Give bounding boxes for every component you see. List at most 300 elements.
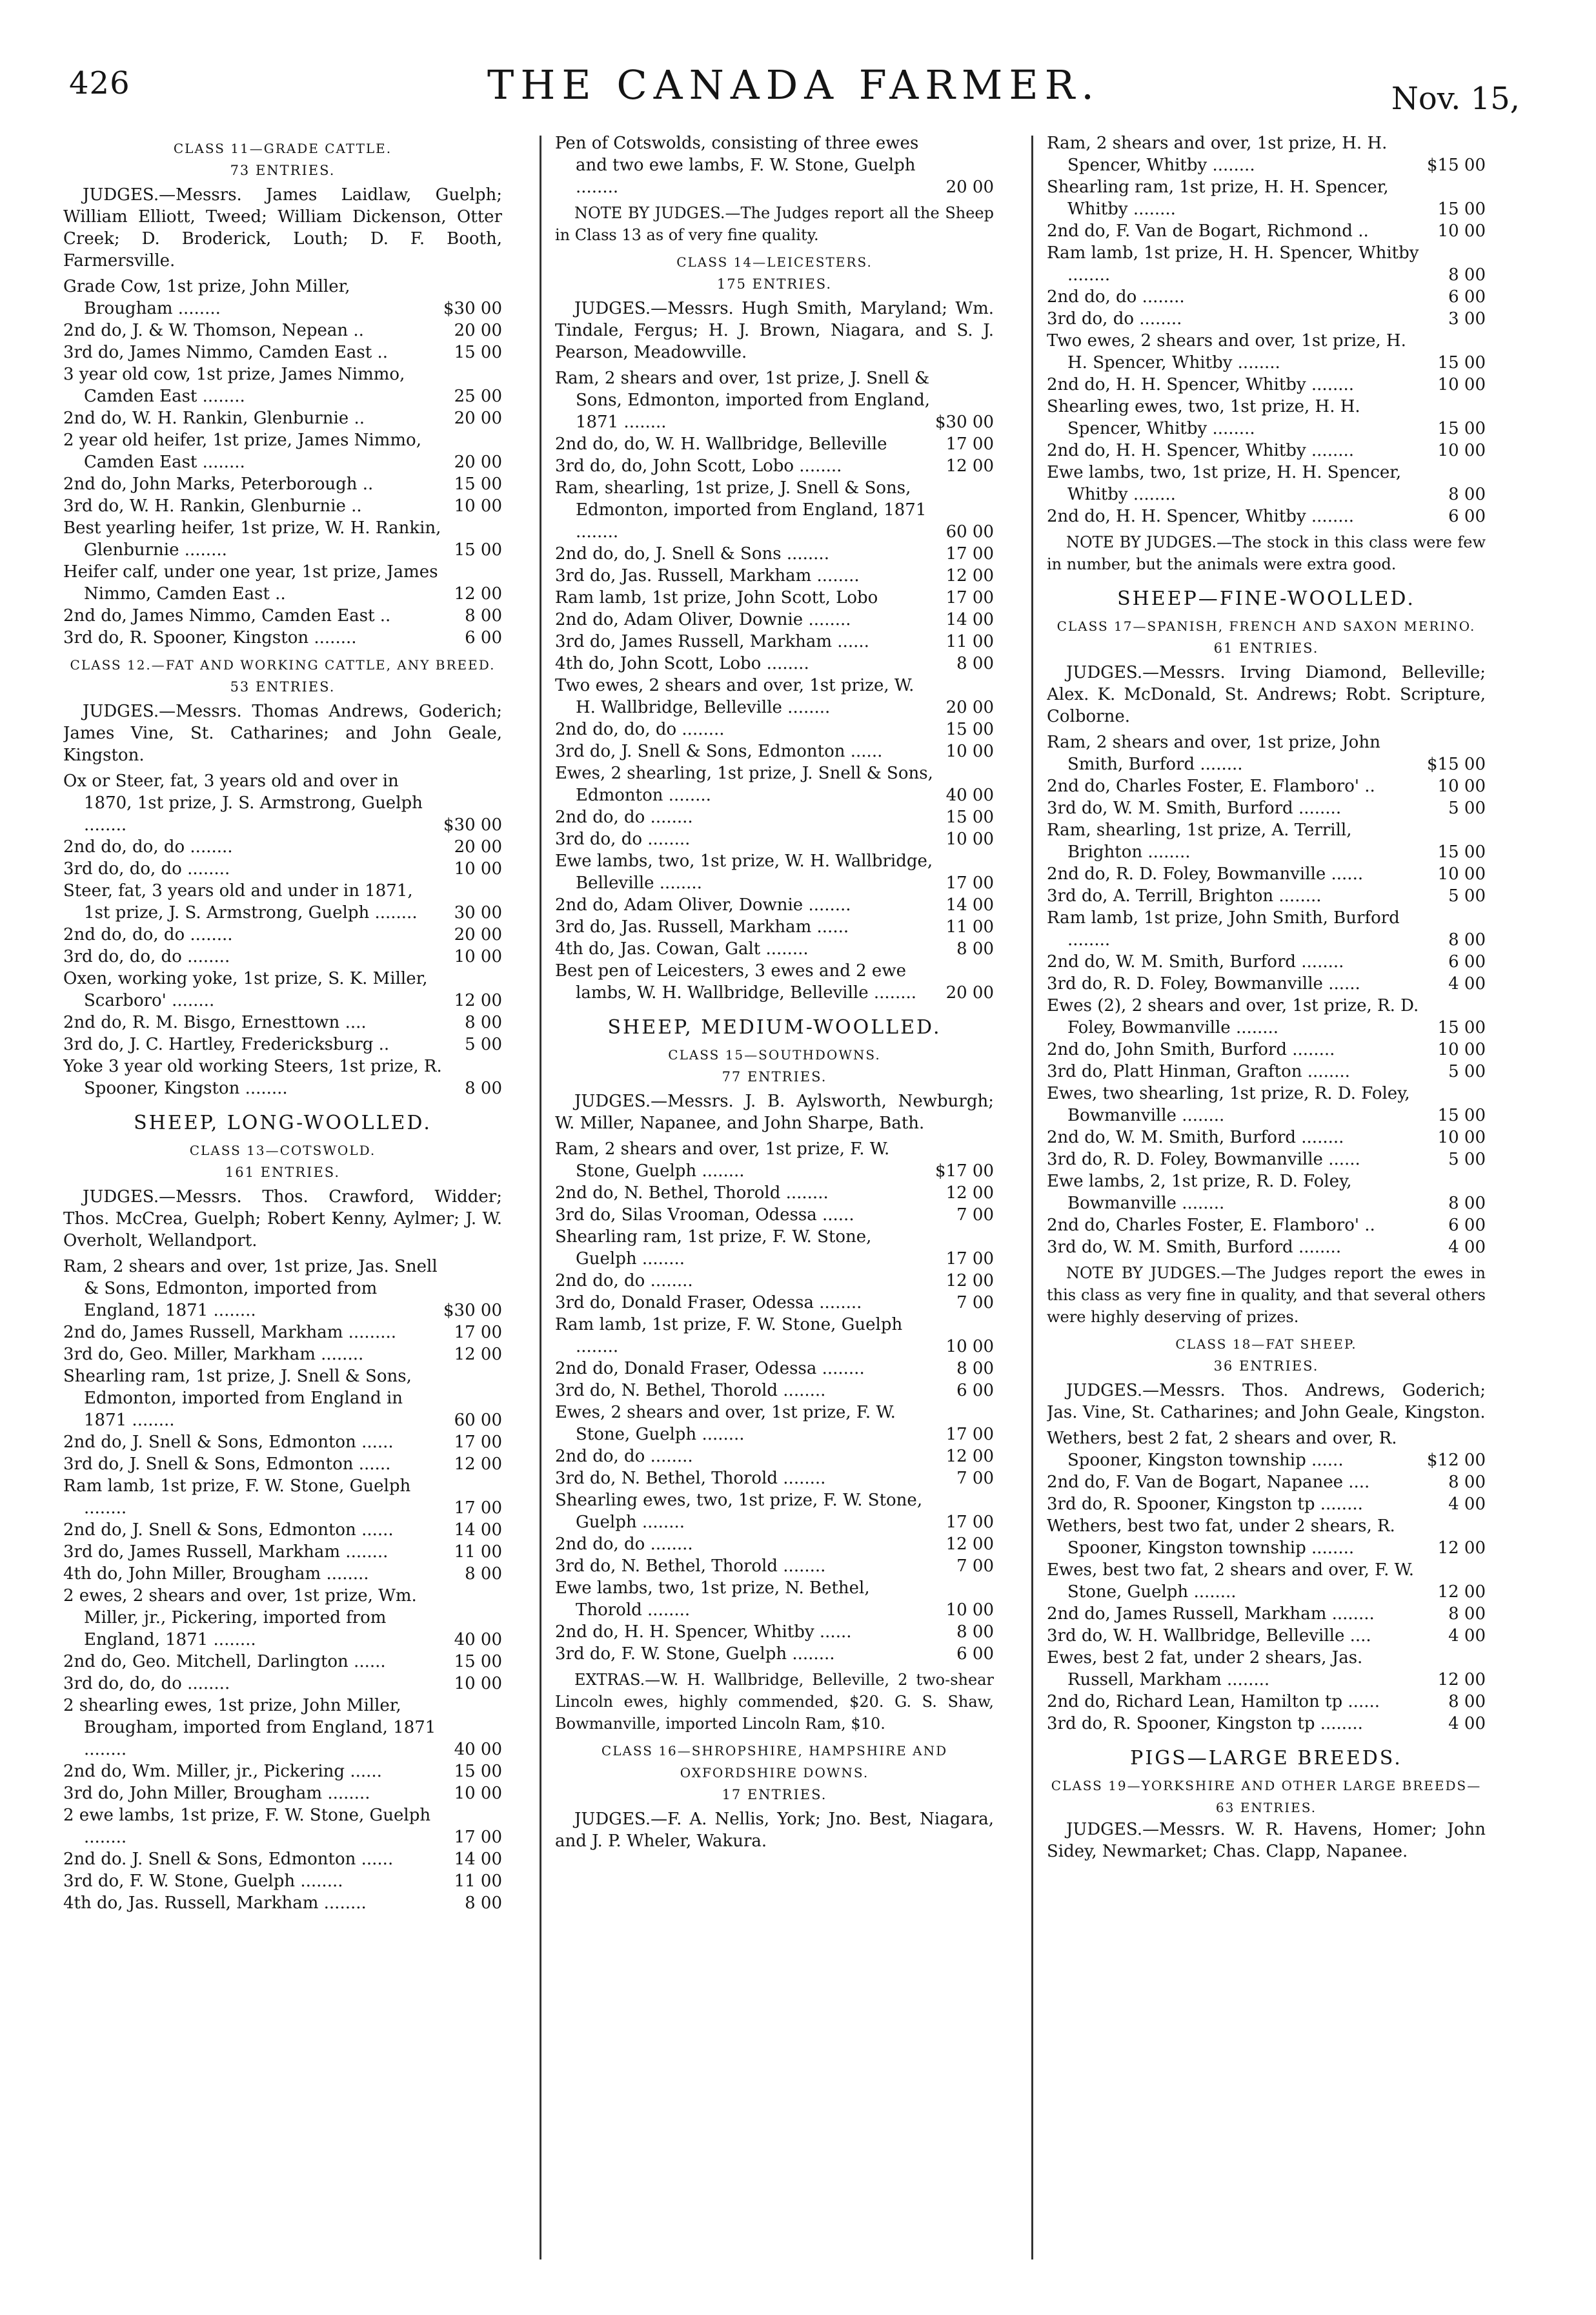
prize-entry bbox=[555, 367, 994, 433]
judges-paragraph: JUDGES.—Messrs. Thomas Andrews, Goderich; James Vine, St. Catharines; and John Geale, Kingston. bbox=[63, 702, 502, 765]
prize-amount: 10 00 bbox=[1437, 375, 1486, 394]
prize-entry-text: 2nd do, do ........ bbox=[555, 1535, 693, 1554]
class-heading: CLASS 15—SOUTHDOWNS. bbox=[668, 1047, 881, 1063]
prize-entry-text: 2 shearling ewes, 1st prize, John Miller, Brougham, imported from England, 1871 ........ bbox=[63, 1696, 436, 1759]
prize-entry bbox=[1047, 907, 1486, 951]
prize-entry bbox=[63, 858, 502, 880]
prize-entry bbox=[1047, 1559, 1486, 1603]
judges-paragraph: JUDGES.—F. A. Nellis, York; Jno. Best, Niagara, and J. P. Wheler, Wakura. bbox=[555, 1810, 994, 1851]
prize-amount: $30 00 bbox=[443, 1301, 502, 1320]
prize-entry bbox=[555, 675, 994, 719]
prize-entry-text: 3rd do, N. Bethel, Thorold ........ bbox=[555, 1556, 826, 1576]
prize-entry-text: Ewe lambs, two, 1st prize, W. H. Wallbridge, Belleville ........ bbox=[555, 852, 933, 893]
judges-paragraph: JUDGES.—Messrs. Thos. Andrews, Goderich; Jas. Vine, St. Catharines; and John Geale, Kingston. bbox=[1047, 1381, 1486, 1422]
prize-entry-text: 3rd do, Jas. Russell, Markham ........ bbox=[555, 566, 860, 586]
column-1 bbox=[63, 132, 502, 2269]
prize-entry bbox=[63, 320, 502, 342]
prize-amount: 17 00 bbox=[454, 1433, 502, 1452]
prize-amount: 20 00 bbox=[945, 983, 994, 1003]
judges-paragraph: JUDGES.—Messrs. W. R. Havens, Homer; John Sidey, Newmarket; Chas. Clapp, Napanee. bbox=[1047, 1820, 1486, 1861]
prize-entry bbox=[63, 836, 502, 858]
prize-entry bbox=[1047, 1214, 1486, 1236]
judges-paragraph: JUDGES.—Messrs. Hugh Smith, Maryland; Wm. Tindale, Fergus; H. J. Brown, Niagara, and S. J. Pearson, Meadowville. bbox=[555, 299, 994, 362]
prize-entry-text: Yoke 3 year old working Steers, 1st prize, R. Spooner, Kingston ........ bbox=[63, 1057, 442, 1098]
prize-amount: 8 00 bbox=[1448, 1194, 1486, 1213]
prize-entry-text: Ewes, 2 shearling, 1st prize, J. Snell & Sons, Edmonton ........ bbox=[555, 764, 933, 805]
prize-entry-text: Shearling ram, 1st prize, H. H. Spencer, Whitby ........ bbox=[1047, 178, 1389, 219]
prize-entry-text: 3rd do, J. C. Hartley, Fredericksburg .. bbox=[63, 1035, 390, 1054]
prize-entry bbox=[555, 587, 994, 609]
prize-amount: 14 00 bbox=[945, 895, 994, 915]
prize-entry bbox=[1047, 1493, 1486, 1515]
prize-entry bbox=[1047, 330, 1486, 374]
prize-amount: 12 00 bbox=[945, 1535, 994, 1554]
prize-amount: 3 00 bbox=[1448, 309, 1486, 329]
prize-entry-text: 3rd do, Donald Fraser, Odessa ........ bbox=[555, 1293, 862, 1312]
prize-amount: 8 00 bbox=[956, 1359, 994, 1378]
prize-entry bbox=[63, 1804, 502, 1848]
prize-amount: 8 00 bbox=[1448, 1604, 1486, 1624]
prize-entry-text: 3rd do, do, do ........ bbox=[63, 859, 230, 879]
column-rule-1 bbox=[540, 136, 541, 2259]
prize-entry bbox=[1047, 220, 1486, 242]
prize-amount: 7 00 bbox=[956, 1293, 994, 1312]
prize-amount: 17 00 bbox=[945, 434, 994, 454]
prize-entry bbox=[1047, 775, 1486, 797]
prize-entry-text: 3rd do, N. Bethel, Thorold ........ bbox=[555, 1381, 826, 1400]
prize-entry-text: 3rd do, W. M. Smith, Burford ........ bbox=[1047, 1238, 1342, 1257]
entries-count: 161 ENTRIES. bbox=[225, 1165, 341, 1180]
class-heading: CLASS 18—FAT SHEEP. bbox=[1175, 1336, 1357, 1352]
prize-entry bbox=[555, 1380, 994, 1402]
prize-amount: 8 00 bbox=[465, 1564, 502, 1584]
prize-entry bbox=[555, 938, 994, 960]
prize-amount: 10 00 bbox=[945, 830, 994, 849]
prize-entry-text: 2nd do, F. Van de Bogart, Napanee .... bbox=[1047, 1473, 1370, 1492]
prize-entry bbox=[63, 1012, 502, 1034]
prize-entry bbox=[63, 363, 502, 407]
prize-entry-text: 3rd do, Silas Vrooman, Odessa ...... bbox=[555, 1205, 854, 1225]
prize-amount: $17 00 bbox=[935, 1161, 994, 1181]
note-paragraph: EXTRAS.—W. H. Wallbridge, Belleville, 2 two-shear Lincoln ewes, highly commended, $20. G. S. Shaw, Bowmanville, imported Lincoln Ram, $10. bbox=[555, 1671, 994, 1733]
prize-entry-text: 2 year old heifer, 1st prize, James Nimmo, Camden East ........ bbox=[63, 431, 421, 472]
prize-entry bbox=[1047, 1515, 1486, 1559]
prize-entry-text: Ram, 2 shears and over, 1st prize, H. H. Spencer, Whitby ........ bbox=[1047, 134, 1388, 175]
page-header bbox=[61, 61, 1526, 132]
prize-entry-text: 2nd do, Charles Foster, E. Flamboro' .. bbox=[1047, 777, 1375, 796]
prize-amount: 17 00 bbox=[945, 1513, 994, 1532]
prize-entry-text: Wethers, best two fat, under 2 shears, R. Spooner, Kingston township ........ bbox=[1047, 1516, 1395, 1558]
entries-count: 61 ENTRIES. bbox=[1213, 640, 1319, 656]
prize-amount: 11 00 bbox=[945, 917, 994, 937]
prize-entry bbox=[1047, 1713, 1486, 1735]
prize-amount: 40 00 bbox=[454, 1740, 502, 1759]
prize-entry bbox=[555, 455, 994, 477]
prize-entry bbox=[63, 1365, 502, 1431]
prize-entry bbox=[1047, 1603, 1486, 1625]
prize-amount: 8 00 bbox=[1448, 930, 1486, 950]
prize-entry bbox=[63, 880, 502, 924]
prize-entry-text: 2nd do, W. M. Smith, Burford ........ bbox=[1047, 1128, 1344, 1147]
prize-entry-text: 3rd do, do, do ........ bbox=[63, 1674, 230, 1693]
prize-amount: 10 00 bbox=[1437, 441, 1486, 460]
prize-entry-text: 3rd do, do ........ bbox=[555, 830, 691, 849]
class-heading: CLASS 16—SHROPSHIRE, HAMPSHIRE AND OXFORDSHIRE DOWNS. bbox=[601, 1743, 948, 1780]
prize-entry-text: 3rd do, R. Spooner, Kingston ........ bbox=[63, 628, 357, 648]
prize-entry bbox=[555, 631, 994, 653]
prize-entry-text: 2nd do, do, do ........ bbox=[555, 720, 725, 739]
prize-entry bbox=[555, 1643, 994, 1665]
note-paragraph: NOTE BY JUDGES.—The stock in this class were few in number, but the animals were extra good. bbox=[1047, 533, 1486, 573]
prize-entry bbox=[63, 1431, 502, 1453]
prize-entry bbox=[1047, 308, 1486, 330]
prize-amount: 10 00 bbox=[1437, 777, 1486, 796]
prize-entry-text: 2nd do, do ........ bbox=[1047, 287, 1185, 307]
prize-entry bbox=[555, 1138, 994, 1182]
prize-entry bbox=[63, 1892, 502, 1914]
prize-entry bbox=[63, 770, 502, 836]
prize-amount: 11 00 bbox=[454, 1871, 502, 1891]
prize-amount: 20 00 bbox=[454, 925, 502, 944]
prize-amount: 6 00 bbox=[1448, 1216, 1486, 1235]
prize-entry-text: 4th do, Jas. Russell, Markham ........ bbox=[63, 1893, 367, 1913]
section-heading: SHEEP—FINE-WOOLLED. bbox=[1117, 587, 1415, 610]
prize-entry bbox=[555, 1270, 994, 1292]
prize-entry-text: Two ewes, 2 shears and over, 1st prize, H. H. Spencer, Whitby ........ bbox=[1047, 331, 1406, 372]
prize-entry-text: 3rd do, R. Spooner, Kingston tp ........ bbox=[1047, 1714, 1363, 1733]
prize-entry bbox=[63, 1541, 502, 1563]
prize-entry-text: 3rd do, James Nimmo, Camden East .. bbox=[63, 343, 388, 362]
prize-amount: 8 00 bbox=[1448, 1692, 1486, 1711]
prize-entry-text: Shearling ram, 1st prize, J. Snell & Sons, Edmonton, imported from England in 1871 ........ bbox=[63, 1367, 412, 1430]
prize-entry bbox=[555, 1445, 994, 1467]
prize-amount: 15 00 bbox=[454, 343, 502, 362]
prize-entry bbox=[1047, 176, 1486, 220]
prize-entry bbox=[555, 1533, 994, 1555]
prize-entry-text: 2nd do, H. H. Spencer, Whitby ........ bbox=[1047, 375, 1355, 394]
prize-entry bbox=[63, 407, 502, 429]
prize-entry bbox=[1047, 286, 1486, 308]
prize-entry bbox=[63, 1870, 502, 1892]
prize-entry bbox=[1047, 1170, 1486, 1214]
prize-entry bbox=[555, 1358, 994, 1380]
prize-entry-text: 3rd do, A. Terrill, Brighton ........ bbox=[1047, 886, 1322, 906]
prize-amount: 60 00 bbox=[945, 522, 994, 542]
prize-amount: 20 00 bbox=[454, 837, 502, 857]
prize-entry bbox=[555, 1314, 994, 1358]
prize-amount: 20 00 bbox=[454, 409, 502, 428]
prize-amount: 12 00 bbox=[454, 991, 502, 1010]
prize-entry-text: 2nd do. J. Snell & Sons, Edmonton ...... bbox=[63, 1850, 394, 1869]
prize-entry bbox=[555, 960, 994, 1004]
prize-entry-text: Ewe lambs, two, 1st prize, H. H. Spencer, Whitby ........ bbox=[1047, 463, 1402, 504]
prize-amount: 6 00 bbox=[1448, 952, 1486, 972]
note-paragraph: NOTE BY JUDGES.—The Judges report the ewes in this class as very fine in quality, and that several others were highly deserving of prizes. bbox=[1047, 1264, 1486, 1326]
prize-entry-text: 2nd do, do, do ........ bbox=[63, 925, 233, 944]
prize-entry bbox=[1047, 1427, 1486, 1471]
prize-entry-text: 3rd do, John Miller, Brougham ........ bbox=[63, 1784, 370, 1803]
prize-amount: 12 00 bbox=[454, 584, 502, 604]
prize-entry bbox=[63, 1343, 502, 1365]
prize-entry-text: Ewes, two shearling, 1st prize, R. D. Foley, Bowmanville ........ bbox=[1047, 1084, 1410, 1125]
prize-amount: 15 00 bbox=[454, 1762, 502, 1781]
prize-entry-text: Ewes (2), 2 shears and over, 1st prize, R. D. Foley, Bowmanville ........ bbox=[1047, 996, 1419, 1037]
prize-amount: 12 00 bbox=[1437, 1582, 1486, 1602]
prize-entry bbox=[1047, 797, 1486, 819]
prize-entry bbox=[1047, 440, 1486, 462]
prize-entry bbox=[63, 473, 502, 495]
prize-entry-text: 3rd do, do, John Scott, Lobo ........ bbox=[555, 456, 842, 476]
prize-amount: 60 00 bbox=[454, 1411, 502, 1430]
prize-amount: 10 00 bbox=[454, 1674, 502, 1693]
prize-entry bbox=[1047, 1148, 1486, 1170]
prize-entry bbox=[555, 1489, 994, 1533]
prize-entry-text: Steer, fat, 3 years old and under in 1871, 1st prize, J. S. Armstrong, Guelph ........ bbox=[63, 881, 418, 923]
prize-entry-text: 2nd do, H. H. Spencer, Whitby ........ bbox=[1047, 441, 1355, 460]
prize-amount: 17 00 bbox=[945, 544, 994, 564]
prize-entry bbox=[1047, 819, 1486, 863]
prize-amount: 20 00 bbox=[454, 321, 502, 340]
prize-entry-text: Ram, 2 shears and over, 1st prize, F. W. Stone, Guelph ........ bbox=[555, 1139, 890, 1181]
prize-amount: 4 00 bbox=[1448, 1238, 1486, 1257]
prize-amount: 4 00 bbox=[1448, 1626, 1486, 1646]
prize-entry-text: 2nd do, John Marks, Peterborough .. bbox=[63, 474, 374, 494]
entries-count: 36 ENTRIES. bbox=[1213, 1358, 1319, 1374]
prize-entry-text: 2nd do, Charles Foster, E. Flamboro' .. bbox=[1047, 1216, 1375, 1235]
note-paragraph: NOTE BY JUDGES.—The Judges report all the Sheep in Class 13 as of very fine quality. bbox=[555, 204, 994, 244]
class-heading: CLASS 19—YORKSHIRE AND OTHER LARGE BREEDS—63 ENTRIES. bbox=[1051, 1778, 1482, 1815]
prize-entry bbox=[1047, 505, 1486, 527]
prize-entry-text: Oxen, working yoke, 1st prize, S. K. Miller, Scarboro' ........ bbox=[63, 969, 428, 1010]
prize-entry-text: Ram, shearling, 1st prize, J. Snell & Sons, Edmonton, imported from England, 1871 ........ bbox=[555, 478, 927, 542]
prize-entry bbox=[1047, 242, 1486, 286]
prize-entry-text: Ewe lambs, two, 1st prize, N. Bethel, Thorold ........ bbox=[555, 1578, 870, 1620]
prize-entry bbox=[63, 1321, 502, 1343]
prize-entry-text: Ram, 2 shears and over, 1st prize, Jas. Snell & Sons, Edmonton, imported from England, 1871 ........ bbox=[63, 1257, 438, 1320]
prize-amount: 6 00 bbox=[1448, 507, 1486, 526]
prize-amount: 7 00 bbox=[956, 1205, 994, 1225]
prize-amount: 10 00 bbox=[454, 496, 502, 516]
prize-entry bbox=[555, 762, 994, 806]
prize-amount: 6 00 bbox=[1448, 287, 1486, 307]
prize-entry-text: 2 ewes, 2 shears and over, 1st prize, Wm. Miller, jr., Pickering, imported from England, 1871 ........ bbox=[63, 1586, 417, 1649]
prize-amount: 7 00 bbox=[956, 1556, 994, 1576]
prize-amount: 6 00 bbox=[956, 1381, 994, 1400]
prize-amount: 10 00 bbox=[454, 859, 502, 879]
prize-entry-text: 3rd do, J. Snell & Sons, Edmonton ...... bbox=[63, 1454, 391, 1474]
prize-amount: 17 00 bbox=[945, 1249, 994, 1269]
prize-entry bbox=[63, 429, 502, 473]
prize-entry bbox=[63, 1453, 502, 1475]
prize-amount: 10 00 bbox=[1437, 1128, 1486, 1147]
prize-entry-text: Ram lamb, 1st prize, John Scott, Lobo bbox=[555, 588, 878, 607]
prize-amount: 8 00 bbox=[1448, 1473, 1486, 1492]
prize-entry-text: 3rd do, James Russell, Markham ........ bbox=[63, 1542, 389, 1562]
prize-amount: 12 00 bbox=[1437, 1670, 1486, 1689]
prize-entry-text: 2nd do, W. M. Smith, Burford ........ bbox=[1047, 952, 1344, 972]
prize-amount: 4 00 bbox=[1448, 974, 1486, 994]
prize-entry bbox=[63, 1585, 502, 1651]
prize-entry bbox=[555, 916, 994, 938]
prize-entry-text: 3rd do, James Russell, Markham ...... bbox=[555, 632, 869, 651]
prize-amount: 10 00 bbox=[1437, 1040, 1486, 1059]
prize-amount: 8 00 bbox=[1448, 485, 1486, 504]
prize-amount: 4 00 bbox=[1448, 1714, 1486, 1733]
prize-entry-text: Shearling ram, 1st prize, F. W. Stone, Guelph ........ bbox=[555, 1227, 872, 1269]
prize-entry-text: 2nd do, H. H. Spencer, Whitby ...... bbox=[555, 1622, 852, 1642]
entries-count: 77 ENTRIES. bbox=[722, 1069, 827, 1085]
prize-entry bbox=[63, 1056, 502, 1099]
prize-entry bbox=[555, 719, 994, 740]
judges-paragraph: JUDGES.—Messrs. James Laidlaw, Guelph; William Elliott, Tweed; William Dickenson, Otter Creek; D. Broderick, Louth; D. F. Booth, Farmersville. bbox=[63, 185, 502, 270]
prize-amount: 12 00 bbox=[945, 1447, 994, 1466]
class-heading: CLASS 13—COTSWOLD. bbox=[189, 1143, 376, 1158]
prize-entry-text: 2nd do, H. H. Spencer, Whitby ........ bbox=[1047, 507, 1355, 526]
entries-count: 53 ENTRIES. bbox=[230, 679, 336, 695]
prize-entry-text: 2 ewe lambs, 1st prize, F. W. Stone, Guelph ........ bbox=[63, 1806, 431, 1847]
prize-amount: $30 00 bbox=[935, 413, 994, 432]
prize-amount: 5 00 bbox=[465, 1035, 502, 1054]
prize-entry bbox=[555, 565, 994, 587]
prize-entry bbox=[63, 517, 502, 561]
prize-amount: 14 00 bbox=[454, 1850, 502, 1869]
prize-amount: 14 00 bbox=[945, 610, 994, 629]
prize-amount: $15 00 bbox=[1427, 156, 1486, 175]
prize-entry bbox=[555, 828, 994, 850]
prize-entry-text: Shearling ewes, two, 1st prize, H. H. Spencer, Whitby ........ bbox=[1047, 397, 1360, 438]
prize-entry bbox=[1047, 973, 1486, 995]
prize-entry bbox=[555, 433, 994, 455]
prize-entry bbox=[1047, 396, 1486, 440]
prize-entry bbox=[1047, 1236, 1486, 1258]
page-number: 426 bbox=[69, 65, 130, 101]
prize-amount: 10 00 bbox=[945, 742, 994, 761]
prize-amount: 15 00 bbox=[945, 808, 994, 827]
prize-entry-text: Ewes, best two fat, 2 shears and over, F. W. Stone, Guelph ........ bbox=[1047, 1560, 1415, 1602]
masthead-title: THE CANADA FARMER. bbox=[487, 61, 1101, 108]
prize-entry bbox=[1047, 1039, 1486, 1061]
entries-count: 175 ENTRIES. bbox=[716, 276, 833, 292]
prize-entry-text: Ram, 2 shears and over, 1st prize, J. Snell & Sons, Edmonton, imported from England, 1871 ........ bbox=[555, 369, 931, 432]
prize-entry-text: 3rd do, F. W. Stone, Guelph ........ bbox=[555, 1644, 835, 1664]
prize-amount: 15 00 bbox=[1437, 1106, 1486, 1125]
prize-entry-text: 2nd do, F. Van de Bogart, Richmond .. bbox=[1047, 221, 1369, 241]
prize-entry-text: 3rd do, do ........ bbox=[1047, 309, 1182, 329]
prize-entry bbox=[1047, 731, 1486, 775]
prize-entry-text: 4th do, John Miller, Brougham ........ bbox=[63, 1564, 369, 1584]
prize-entry-text: Ram, 2 shears and over, 1st prize, John Smith, Burford ........ bbox=[1047, 733, 1380, 774]
prize-entry-text: 2nd do, James Russell, Markham ......... bbox=[63, 1323, 397, 1342]
prize-amount: 14 00 bbox=[454, 1520, 502, 1540]
prize-entry bbox=[555, 894, 994, 916]
prize-entry-text: Ram, shearling, 1st prize, A. Terrill, Brighton ........ bbox=[1047, 821, 1352, 862]
prize-amount: 5 00 bbox=[1448, 886, 1486, 906]
prize-entry-text: 2nd do, Wm. Miller, jr., Pickering ...... bbox=[63, 1762, 382, 1781]
prize-entry-text: 2nd do, do, J. Snell & Sons ........ bbox=[555, 544, 829, 564]
prize-entry-text: 2nd do, J. Snell & Sons, Edmonton ...... bbox=[63, 1520, 394, 1540]
prize-entry-text: 4th do, John Scott, Lobo ........ bbox=[555, 654, 809, 673]
prize-amount: 12 00 bbox=[454, 1454, 502, 1474]
prize-amount: $12 00 bbox=[1427, 1451, 1486, 1470]
prize-amount: 8 00 bbox=[465, 606, 502, 626]
prize-entry-text: 2nd do, Richard Lean, Hamilton tp ...... bbox=[1047, 1692, 1380, 1711]
prize-amount: 20 00 bbox=[454, 453, 502, 472]
prize-entry bbox=[63, 1782, 502, 1804]
prize-amount: 20 00 bbox=[945, 698, 994, 717]
prize-entry-text: 2nd do, do ........ bbox=[555, 1447, 693, 1466]
prize-entry-text: Grade Cow, 1st prize, John Miller, Brougham ........ bbox=[63, 277, 350, 318]
prize-entry-text: 3rd do, Platt Hinman, Grafton ........ bbox=[1047, 1062, 1350, 1081]
class-heading: CLASS 17—SPANISH, FRENCH AND SAXON MERINO. bbox=[1056, 618, 1476, 634]
prize-entry bbox=[63, 342, 502, 363]
prize-entry-text: 3 year old cow, 1st prize, James Nimmo, Camden East ........ bbox=[63, 365, 405, 406]
prize-entry bbox=[63, 1695, 502, 1760]
prize-entry bbox=[555, 1577, 994, 1621]
prize-entry-text: Heifer calf, under one year, 1st prize, James Nimmo, Camden East .. bbox=[63, 562, 438, 604]
prize-entry bbox=[1047, 1083, 1486, 1127]
prize-entry bbox=[555, 1467, 994, 1489]
prize-amount: 5 00 bbox=[1448, 799, 1486, 818]
prize-entry bbox=[555, 1204, 994, 1226]
section-heading: SHEEP, MEDIUM-WOOLLED. bbox=[607, 1016, 942, 1039]
prize-entry bbox=[63, 276, 502, 320]
prize-entry bbox=[63, 1848, 502, 1870]
prize-amount: 12 00 bbox=[945, 456, 994, 476]
prize-entry-text: 2nd do, James Russell, Markham ........ bbox=[1047, 1604, 1375, 1624]
prize-entry bbox=[1047, 1061, 1486, 1083]
prize-entry-text: Best yearling heifer, 1st prize, W. H. Rankin, Glenburnie ........ bbox=[63, 518, 441, 560]
prize-entry-text: 3rd do, F. W. Stone, Guelph ........ bbox=[63, 1871, 343, 1891]
prize-entry-text: Wethers, best 2 fat, 2 shears and over, R. Spooner, Kingston township ...... bbox=[1047, 1429, 1397, 1470]
prize-entry bbox=[1047, 374, 1486, 396]
prize-entry-text: Ram lamb, 1st prize, F. W. Stone, Guelph ........ bbox=[63, 1476, 411, 1518]
prize-amount: 6 00 bbox=[956, 1644, 994, 1664]
prize-entry-text: Ewe lambs, 2, 1st prize, R. D. Foley, Bowmanville ........ bbox=[1047, 1172, 1352, 1213]
column-2 bbox=[555, 132, 994, 2269]
prize-entry bbox=[1047, 995, 1486, 1039]
prize-amount: 15 00 bbox=[1437, 842, 1486, 862]
prize-entry-text: 2nd do, J. & W. Thomson, Nepean .. bbox=[63, 321, 364, 340]
prize-entry bbox=[63, 968, 502, 1012]
prize-entry-text: 3rd do, R. D. Foley, Bowmanville ...... bbox=[1047, 1150, 1360, 1169]
prize-amount: 10 00 bbox=[454, 1784, 502, 1803]
prize-entry-text: 2nd do, do, do ........ bbox=[63, 837, 233, 857]
prize-entry-text: 2nd do, John Smith, Burford ........ bbox=[1047, 1040, 1335, 1059]
prize-entry-text: 3rd do, W. H. Rankin, Glenburnie .. bbox=[63, 496, 362, 516]
prize-amount: 5 00 bbox=[1448, 1150, 1486, 1169]
prize-entry-text: Ox or Steer, fat, 3 years old and over in 1870, 1st prize, J. S. Armstrong, Guelph ........ bbox=[63, 771, 423, 835]
prize-entry-text: 2nd do, Donald Fraser, Odessa ........ bbox=[555, 1359, 865, 1378]
prize-amount: 8 00 bbox=[956, 654, 994, 673]
prize-entry bbox=[555, 1555, 994, 1577]
prize-entry bbox=[1047, 1647, 1486, 1691]
prize-entry-text: 3rd do, do, do ........ bbox=[63, 947, 230, 966]
prize-amount: 8 00 bbox=[465, 1079, 502, 1098]
prize-amount: 4 00 bbox=[1448, 1494, 1486, 1514]
prize-entry bbox=[1047, 132, 1486, 176]
judges-paragraph: JUDGES.—Messrs. J. B. Aylsworth, Newburgh; W. Miller, Napanee, and John Sharpe, Bath. bbox=[555, 1092, 994, 1133]
prize-amount: 8 00 bbox=[956, 939, 994, 959]
prize-entry-text: 2nd do, N. Bethel, Thorold ........ bbox=[555, 1183, 829, 1203]
judges-paragraph: JUDGES.—Messrs. Thos. Crawford, Widder; Thos. McCrea, Guelph; Robert Kenny, Aylmer; J. W. Overholt, Wellandport. bbox=[63, 1187, 502, 1250]
prize-amount: 30 00 bbox=[454, 903, 502, 923]
prize-entry bbox=[555, 477, 994, 543]
prize-entry bbox=[555, 609, 994, 631]
column-rule-2 bbox=[1031, 136, 1033, 2259]
prize-entry-text: 2nd do, do ........ bbox=[555, 1271, 693, 1290]
prize-entry bbox=[63, 627, 502, 649]
prize-entry bbox=[63, 1651, 502, 1673]
